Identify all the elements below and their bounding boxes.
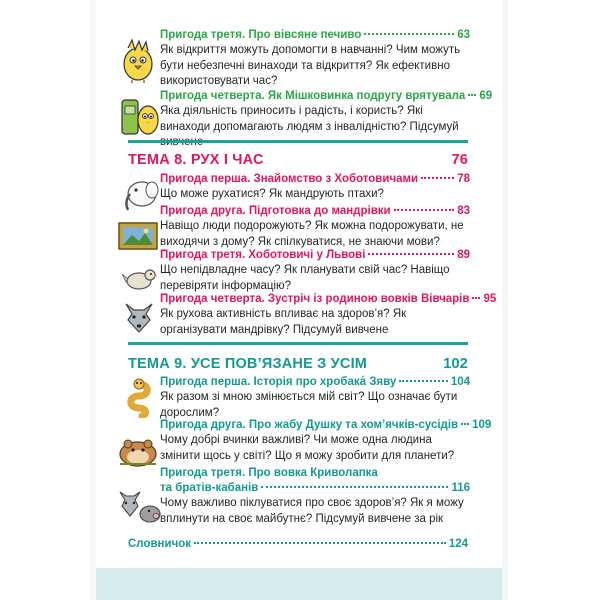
dictionary-title: Словничок: [128, 538, 192, 550]
adventure-title-line[interactable]: [160, 419, 492, 431]
adventure-questions: Чому добрі вчинки важливі? Чи може одна людина змінити щось у світі? Що я можу зробити для планети?: [160, 434, 455, 462]
adventure-title: Пригода четверта. Як Мішковинка подругу врятувала: [160, 90, 466, 102]
page-number: 95: [483, 293, 497, 305]
adventure-entry: [160, 293, 497, 338]
adventure-questions: Як відкриття можуть допомогти в навчанні? Чим можуть бути небезпечні винаходи та відкриття? Як ефективно використовувати час?: [160, 44, 461, 87]
worm-icon: [122, 378, 156, 418]
page-number: 83: [457, 205, 470, 217]
page-number: 63: [457, 29, 470, 41]
adventure-title[interactable]: Пригода третя. Про вовка Криволапка: [160, 467, 378, 479]
page-number: 109: [472, 419, 492, 431]
adventure-title-line[interactable]: [160, 249, 470, 261]
bird-icon: [120, 266, 158, 292]
adventure-entry: [160, 467, 470, 527]
hamster-icon: [116, 432, 160, 468]
adventure-title-line[interactable]: [160, 29, 470, 41]
sack-doll-icon: [118, 92, 160, 138]
dictionary-title-line[interactable]: [128, 538, 468, 550]
adventure-questions: Навіщо люди подорожують? Як можна подорожувати, не виходячи з дому? Як спілкуватися, не знаючи мови?: [160, 220, 464, 248]
leader-dots: [364, 33, 454, 35]
wolf-boar-icon: [116, 486, 162, 526]
chick-icon: [118, 38, 158, 84]
leader-dots: [368, 253, 454, 255]
page-number: 69: [479, 90, 493, 102]
adventure-title: Пригода третя. Хоботовичі у Львові: [160, 249, 366, 261]
leader-dots: [261, 486, 448, 488]
leader-dots: [194, 542, 446, 544]
page-number: 124: [448, 538, 468, 550]
adventure-title-line[interactable]: [160, 376, 470, 388]
adventure-title-continuation: та братів-кабанів: [160, 482, 259, 494]
adventure-title: Пригода друга. Підготовка до мандрівки: [160, 205, 391, 217]
adventure-questions: Яка діяльність приносить і радість, і користь? Які винаходи допомагають людям з інвалідністю? Підсумуй: [160, 105, 459, 133]
adventure-title-line[interactable]: [160, 90, 493, 102]
theme-heading[interactable]: [128, 152, 468, 168]
leader-dots: [468, 94, 476, 96]
section-divider: [128, 342, 468, 345]
adventure-questions: Чому важливо піклуватися про своє здоров’я? Як я можу вплинути на своє майбутнє? Підсумуй вивчене за рік: [160, 497, 464, 525]
leader-dots: [461, 423, 469, 425]
adventure-entry: [160, 419, 492, 464]
page-number: 78: [457, 173, 470, 185]
adventure-title: Пригода друга. Про жабу Душку та хом’ячків-сусідів: [160, 419, 459, 431]
section-divider: [128, 140, 468, 143]
adventure-title-line[interactable]: [160, 293, 497, 305]
theme-page-number: 102: [443, 356, 468, 372]
adventure-entry: [160, 173, 470, 203]
adventure-questions: Що непідвладне часу? Як планувати свій час? Навіщо перевіряти інформацію?: [160, 264, 450, 292]
elephant-icon: [120, 176, 160, 214]
page-number: 104: [450, 376, 470, 388]
theme-title: ТЕМА 8. РУХ І ЧАС: [128, 152, 264, 168]
adventure-title: Пригода перша. Знайомство з Хоботовичами: [160, 173, 419, 185]
adventure-questions: Що може рухатися? Як мандрують птахи?: [160, 188, 384, 200]
leader-dots: [472, 297, 480, 299]
adventure-title: Пригода перша. Історія про хробака́ Зяву: [160, 376, 397, 388]
adventure-questions: Як рухова активність впливає на здоров’я? Як організувати мандрівку? Підсумуй вивчене: [160, 308, 407, 336]
theme-title: ТЕМА 9. УСЕ ПОВ’ЯЗАНЕ З УСІМ: [128, 356, 368, 372]
adventure-entry: [160, 249, 470, 294]
theme-page-number: 76: [451, 152, 468, 168]
leader-dots: [399, 380, 448, 382]
wolf-icon: [120, 300, 158, 334]
dictionary-entry: [128, 538, 468, 550]
theme-heading[interactable]: [128, 356, 468, 372]
adventure-entry: [160, 376, 470, 421]
page-number: 89: [457, 249, 470, 261]
painting-icon: [118, 222, 158, 250]
leader-dots: [394, 209, 455, 211]
page-number: 116: [451, 482, 470, 494]
adventure-title-line[interactable]: [160, 205, 470, 217]
adventure-title: Пригода четверта. Зустріч із родиною вовків Вівчарів: [160, 293, 470, 305]
leader-dots: [421, 177, 454, 179]
adventure-questions: Як разом зі мною змінюється мій світ? Що означає бути дорослим?: [160, 391, 458, 419]
adventure-entry: [160, 29, 470, 90]
bottom-band: [96, 568, 502, 600]
adventure-entry: [160, 205, 470, 250]
adventure-title-line[interactable]: [160, 482, 470, 494]
adventure-title: Пригода третя. Про вівсяне печиво: [160, 29, 362, 41]
adventure-title-line[interactable]: [160, 173, 470, 185]
